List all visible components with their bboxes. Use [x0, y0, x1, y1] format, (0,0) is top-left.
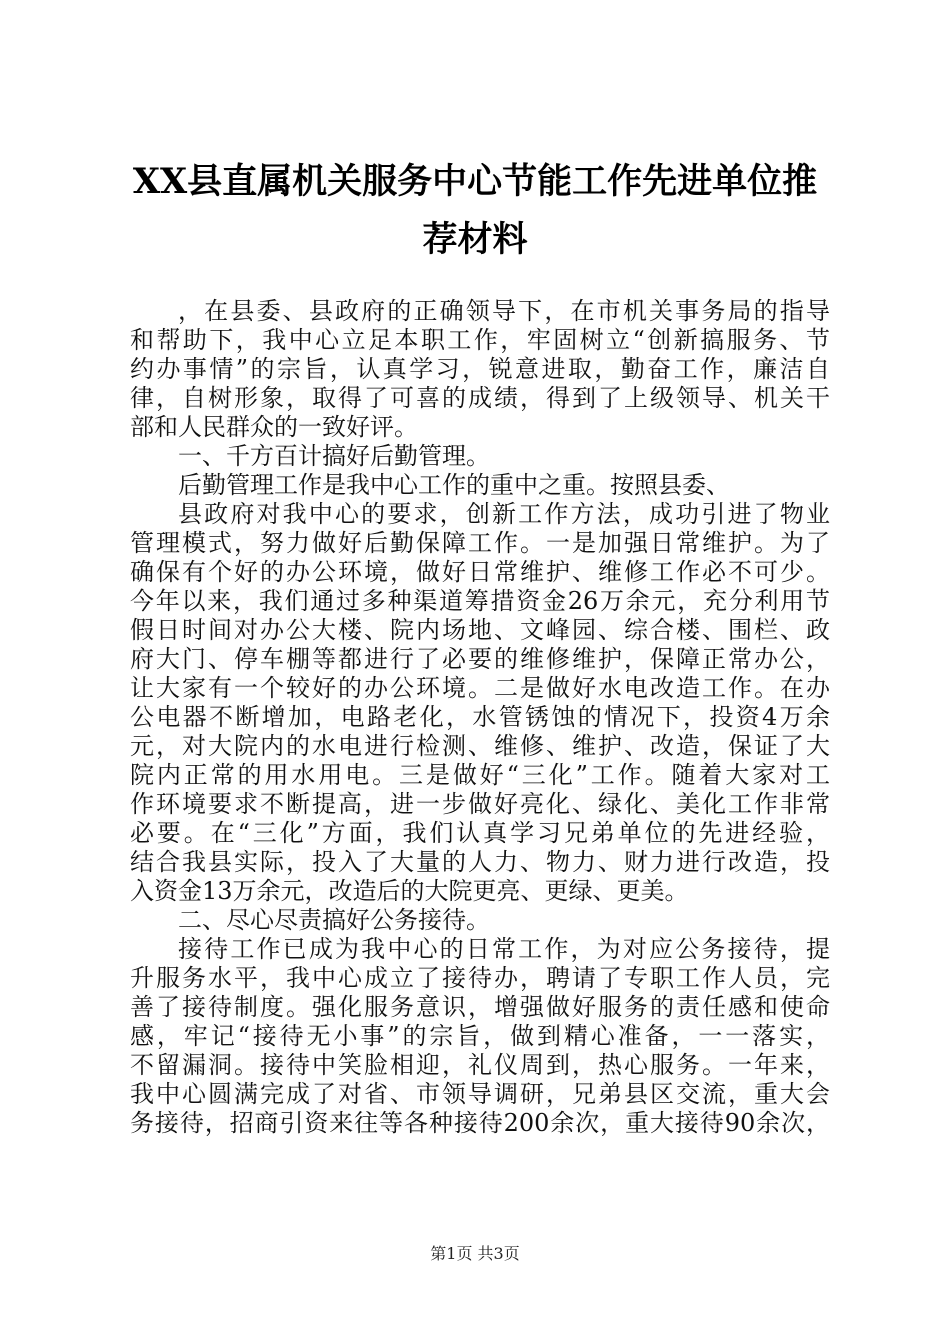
body-line: 今年以来，我们通过多种渠道筹措资金26万余元，充分利用节: [130, 587, 830, 615]
body-line: 一、千方百计搞好后勤管理。: [178, 442, 490, 470]
body-line: 确保有个好的办公环境，做好日常维护、维修工作必不可少。: [130, 558, 830, 586]
body-line: 后勤管理工作是我中心工作的重中之重。按照县委、: [178, 471, 730, 499]
body-line: ，在县委、县政府的正确领导下，在市机关事务局的指导: [178, 297, 830, 325]
body-line: 升服务水平，我中心成立了接待办，聘请了专职工作人员，完: [130, 964, 830, 992]
body-line: 公电器不断增加，电路老化，水管锈蚀的情况下，投资4万余: [130, 703, 830, 731]
body-line: 部和人民群众的一致好评。: [130, 413, 418, 441]
body-line: 府大门、停车棚等都进行了必要的维修维护，保障正常办公，: [130, 645, 830, 673]
body-line: 元，对大院内的水电进行检测、维修、维护、改造，保证了大: [130, 732, 830, 760]
body-line: 感，牢记“接待无小事”的宗旨，做到精心准备，一一落实，: [130, 1022, 830, 1050]
body-line: 接待工作已成为我中心的日常工作，为对应公务接待，提: [178, 935, 830, 963]
body-line: 约办事情”的宗旨，认真学习，锐意进取，勤奋工作，廉洁自: [130, 355, 830, 383]
body-line: 律，自树形象，取得了可喜的成绩，得到了上级领导、机关干: [130, 384, 830, 412]
body-line: 入资金13万余元，改造后的大院更亮、更绿、更美。: [130, 877, 689, 905]
body-line: 不留漏洞。接待中笑脸相迎，礼仪周到，热心服务。一年来，: [130, 1051, 830, 1079]
body-line: 二、尽心尽责搞好公务接待。: [178, 906, 490, 934]
body-line: 我中心圆满完成了对省、市领导调研，兄弟县区交流，重大会: [130, 1080, 830, 1108]
body-line: 和帮助下，我中心立足本职工作，牢固树立“创新搞服务、节: [130, 326, 830, 354]
document-title-line-1: XX县直属机关服务中心节能工作先进单位推: [132, 161, 818, 202]
page-footer: 第1页 共3页: [430, 1244, 520, 1263]
body-line: 必要。在“三化”方面，我们认真学习兄弟单位的先进经验，: [130, 819, 830, 847]
body-line: 让大家有一个较好的办公环境。二是做好水电改造工作。在办: [130, 674, 830, 702]
body-line: 务接待，招商引资来往等各种接待200余次，重大接待90余次，: [130, 1109, 830, 1137]
body-line: 县政府对我中心的要求，创新工作方法，成功引进了物业: [178, 500, 830, 528]
body-line: 作环境要求不断提高，进一步做好亮化、绿化、美化工作非常: [130, 790, 830, 818]
body-line: 善了接待制度。强化服务意识，增强做好服务的责任感和使命: [130, 993, 830, 1021]
body-line: 管理模式，努力做好后勤保障工作。一是加强日常维护。为了: [130, 529, 830, 557]
document-body: [130, 297, 830, 1138]
body-line: 结合我县实际，投入了大量的人力、物力、财力进行改造，投: [130, 848, 830, 876]
document-title-line-2: 荐材料: [422, 219, 528, 260]
body-line: 院内正常的用水用电。三是做好“三化”工作。随着大家对工: [130, 761, 830, 789]
body-line: 假日时间对办公大楼、院内场地、文峰园、综合楼、围栏、政: [130, 616, 830, 644]
